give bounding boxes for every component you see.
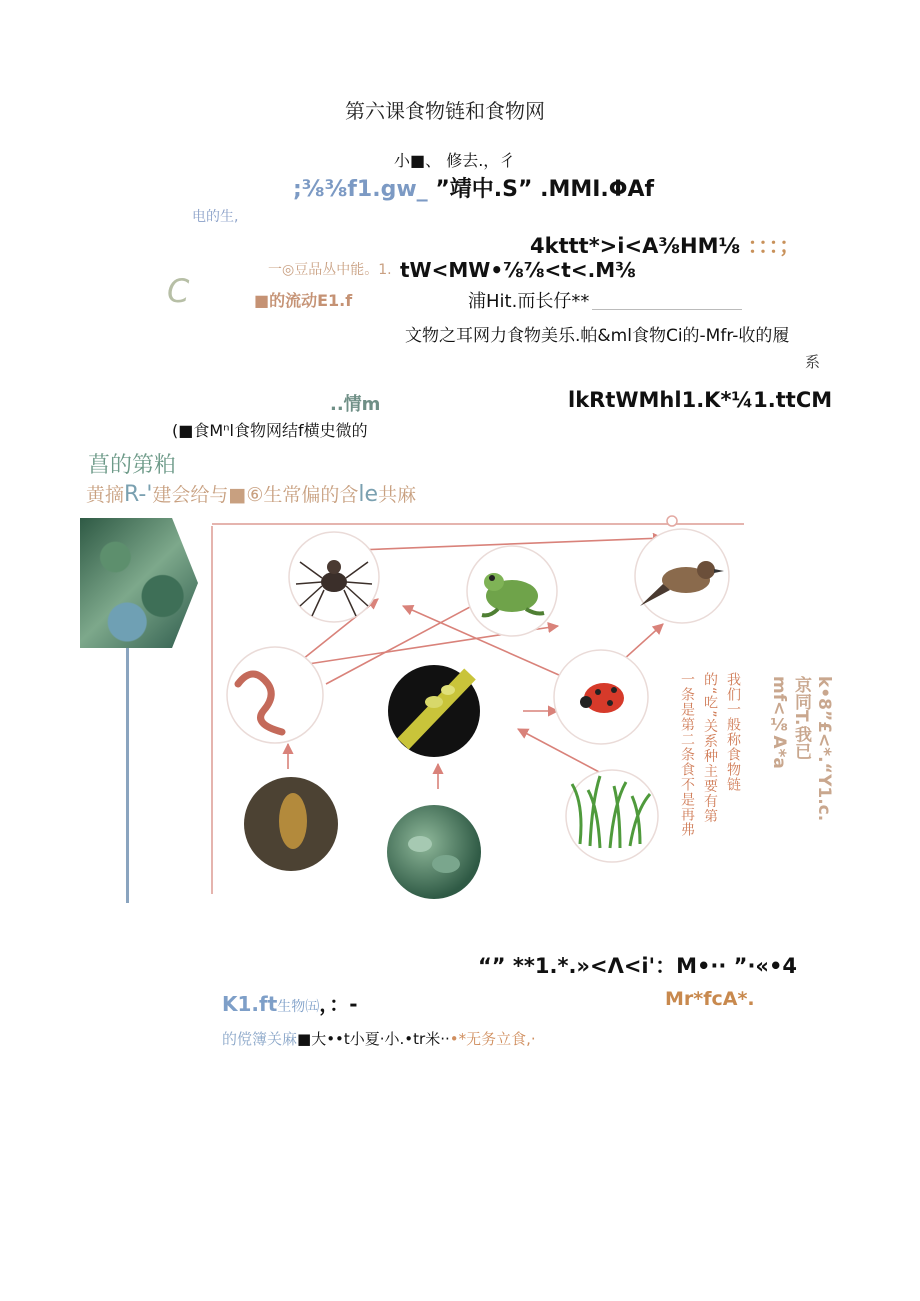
- side-right-text: k•8”£<*.“Y1.c.京同T.我已mf<⅛A*a: [769, 676, 834, 822]
- page-title: 第六课食物链和食物网: [345, 99, 545, 123]
- bottom-line-3-part-b: ■大••t小夏·小.•tr米··: [297, 1030, 450, 1048]
- answer-blank-underline: [592, 309, 742, 310]
- intro-line-5-part-a: 一◎豆品丛中能。1.: [268, 262, 392, 278]
- side-note-text: 我们一般称食物链的“吃”关系种主要有第一条是第二条食不是再弗: [679, 672, 741, 837]
- bottom-line-2-part-a: K1.ft: [222, 992, 278, 1016]
- frog-node: [467, 546, 557, 636]
- frame-corner-dot: [667, 516, 677, 526]
- intro-line-4-part-b: ：：：；: [747, 234, 801, 258]
- subheading-part-b: 建会给与■⑥生常偏的含: [152, 484, 359, 506]
- bottom-line-2: [222, 988, 358, 1017]
- intro-line-2-part-a: ;⅜⅜f1.gw_: [293, 177, 428, 202]
- bottom-line-3-part-c: •*无务立食,·: [449, 1030, 536, 1048]
- subheading-part-g2: le: [358, 482, 379, 507]
- subheading-part-g: R-': [124, 482, 153, 507]
- intro-line-8-part-a: ..情m: [330, 394, 381, 415]
- bottom-line-2-small: 生物㈤: [277, 999, 320, 1015]
- bottom-line-3: [222, 1028, 536, 1049]
- intro-line-6-part-a: ■的流动E1.f: [254, 291, 353, 310]
- section-heading: 菖的第粕: [88, 453, 177, 478]
- plant-signpost-image: [80, 518, 198, 648]
- subheading-part-a: 黄摘: [86, 484, 125, 506]
- intro-line-6-part-b: 浦Hit.而长仔**: [468, 291, 590, 312]
- intro-line-9: (■食Mⁿl食物网结f横史微的: [172, 421, 368, 440]
- intro-line-4: [530, 230, 800, 260]
- plant-node: [387, 805, 481, 899]
- ladybug-node: [554, 650, 648, 744]
- signpost-pole: [126, 648, 129, 903]
- intro-line-4-part-a: 4kttt*>i<A⅜HM⅛: [530, 234, 741, 258]
- intro-line-3: 电的生,: [192, 209, 239, 225]
- bottom-line-3-part-a: 的傥簿关麻: [222, 1030, 298, 1048]
- bottom-line-2-part-b: ，：-: [319, 992, 358, 1016]
- section-subheading: [86, 480, 416, 507]
- earthworm-node: [227, 647, 323, 743]
- bottom-line-1: “” **1.*.»<Λ<i'：M•·· ”·«•4: [478, 954, 798, 978]
- bird-node: [635, 529, 729, 623]
- aphid-node: [388, 665, 480, 757]
- subheading-part-c: 共麻: [378, 484, 417, 506]
- intro-line-1: 小■、 修去.，彳: [394, 151, 516, 170]
- intro-line-2-part-b: ”靖中.S” .MMI.ΦAf: [435, 177, 655, 202]
- grass-node: [566, 770, 658, 862]
- decorative-letter-c: C: [167, 272, 190, 310]
- spider-node: [289, 532, 379, 622]
- intro-line-7-tail: 系: [805, 353, 821, 371]
- rotting-leaf-node: [244, 777, 338, 871]
- intro-line-8-part-b: lkRtWMhl1.K*¼1.ttCM: [568, 388, 833, 412]
- intro-line-2: [293, 172, 654, 203]
- intro-line-7: 文物之耳网力食物美乐.帕&ml食物Ci的-Mfr-收的履: [405, 326, 790, 346]
- bottom-line-2-right: Mr*fcA*.: [665, 988, 755, 1010]
- intro-line-5-part-b: tW<MW•⅞⅞<t<.M⅜: [400, 258, 636, 282]
